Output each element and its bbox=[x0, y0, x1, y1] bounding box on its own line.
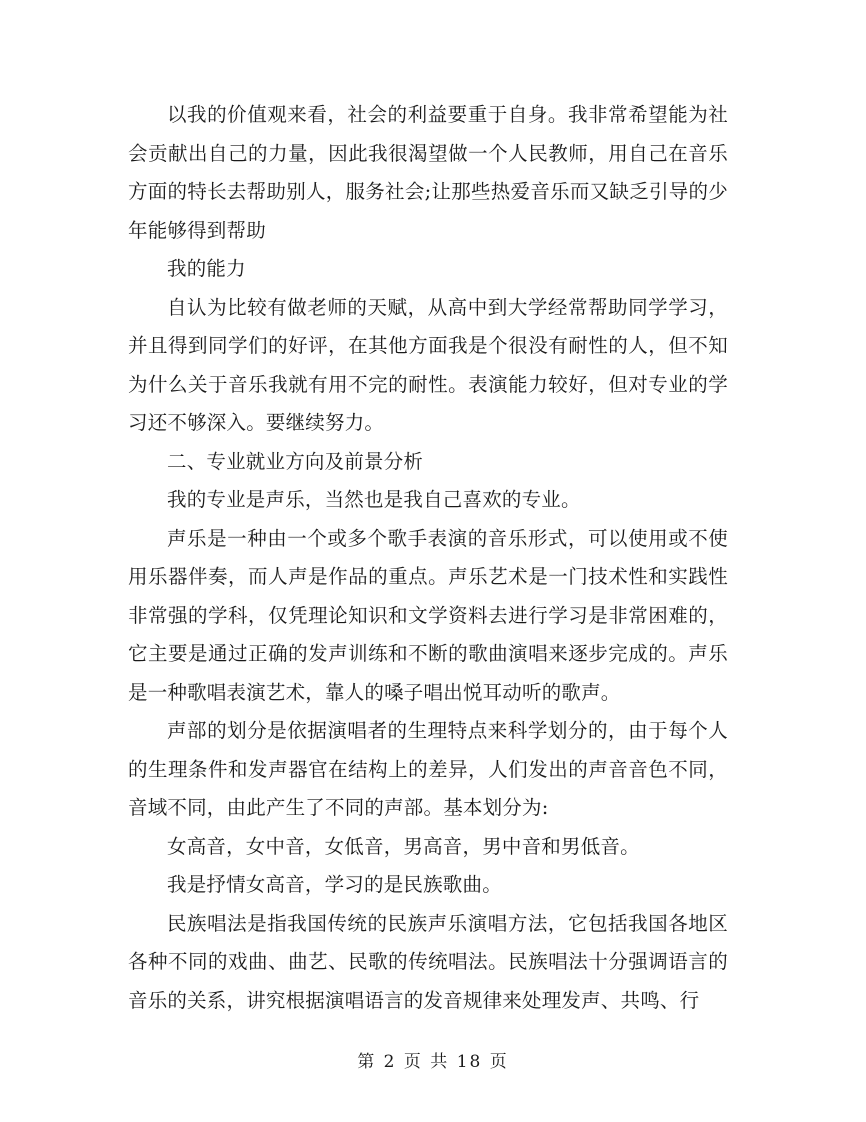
page-number-footer: 第 2 页 共 18 页 bbox=[357, 1052, 509, 1072]
paragraph-lyric-soprano: 我是抒情女高音，学习的是民族歌曲。 bbox=[167, 873, 502, 896]
paragraph-vocal-music: 声乐是一种由一个或多个歌手表演的音乐形式，可以使用或不使用乐器伴奏，而人声是作品的重点。声乐艺术是一门技术性和实践性非常强的学科，仅凭理论知识和文学资料去进行学习是非常困难的，它主要是通过正确的发声训练和不断的歌曲演唱来逐步完成的。声乐是一种歌唱表演艺术，靠人的嗓子唱出悦耳动听的歌声。 bbox=[128, 526, 728, 704]
heading-my-ability: 我的能力 bbox=[167, 257, 246, 280]
paragraph-ability: 自认为比较有做老师的天赋，从高中到大学经常帮助同学学习，并且得到同学们的好评，在其他方面我是个很没有耐性的人，但不知为什么关于音乐我就有用不完的耐性。表演能力较好，但对专业的学习还不够深入。要继续努力。 bbox=[128, 295, 728, 434]
heading-career-analysis: 二、专业就业方向及前景分析 bbox=[167, 449, 424, 473]
paragraph-folk-singing: 民族唱法是指我国传统的民族声乐演唱方法，它包括我国各地区各种不同的戏曲、曲艺、民歌的传统唱法。民族唱法十分强调语言的音乐的关系，讲究根据演唱语言的发音规律来处理发声、共鸣、行 bbox=[128, 911, 728, 1012]
paragraph-social-values: 以我的价值观来看，社会的利益要重于自身。我非常希望能为社会贡献出自己的力量，因此我很渴望做一个人民教师，用自己在音乐方面的特长去帮助别人，服务社会;让那些热爱音乐而又缺乏引导的少年能够得到帮助 bbox=[128, 103, 728, 242]
paragraph-major: 我的专业是声乐，当然也是我自己喜欢的专业。 bbox=[167, 488, 581, 511]
paragraph-voice-types: 女高音，女中音，女低音，男高音，男中音和男低音。 bbox=[167, 834, 640, 858]
paragraph-voice-parts: 声部的划分是依据演唱者的生理特点来科学划分的，由于每个人的生理条件和发声器官在结构上的差异，人们发出的声音音色不同，音域不同，由此产生了不同的声部。基本划分为: bbox=[128, 719, 728, 819]
document-body bbox=[128, 96, 728, 1020]
